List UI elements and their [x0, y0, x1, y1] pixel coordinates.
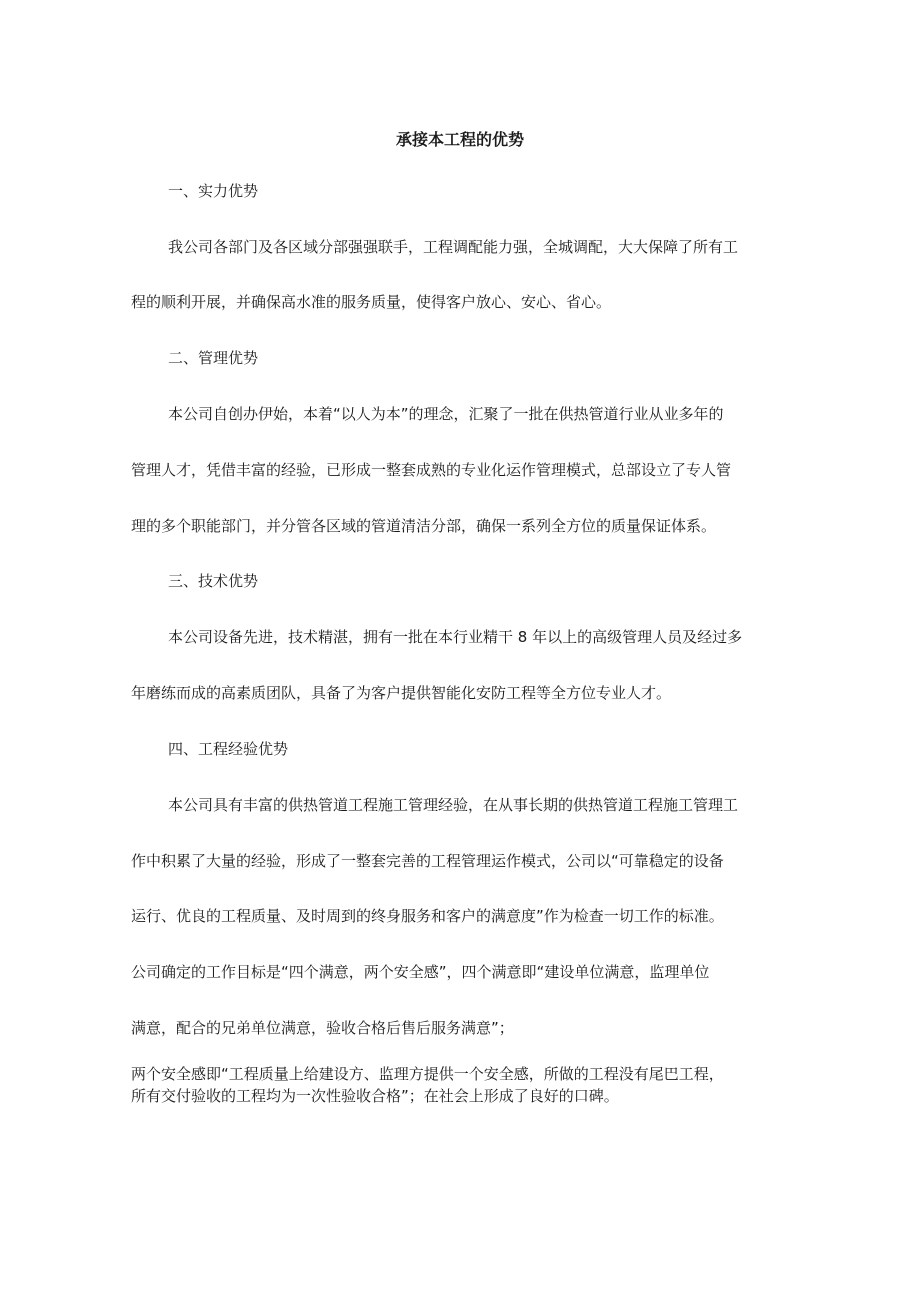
paragraph-line: 年磨练而成的高素质团队，具备了为客户提供智能化安防工程等全方位专业人才。 — [131, 684, 672, 702]
paragraph-line: 本公司自创办伊始，本着“以人为本”的理念，汇聚了一批在供热管道行业从业多年的 — [168, 405, 724, 423]
section-heading-technology: 三、技术优势 — [168, 572, 259, 590]
paragraph-line: 作中积累了大量的经验，形成了一整套完善的工程管理运作模式，公司以“可靠稳定的设备 — [131, 852, 724, 870]
paragraph-line: 满意，配合的兄弟单位满意，验收合格后售后服务满意”； — [131, 1019, 514, 1037]
paragraph-line: 本公司具有丰富的供热管道工程施工管理经验，在从事长期的供热管道工程施工管理工 — [168, 796, 739, 814]
paragraph-line: 程的顺利开展，并确保高水准的服务质量，使得客户放心、安心、省心。 — [131, 293, 612, 311]
paragraph-line: 我公司各部门及各区域分部强强联手，工程调配能力强，全城调配，大大保障了所有工 — [168, 238, 739, 256]
paragraph-line: 所有交付验收的工程均为一次性验收合格”；在社会上形成了良好的口碑。 — [131, 1087, 619, 1105]
paragraph-line: 两个安全感即“工程质量上给建设方、监理方提供一个安全感，所做的工程没有尾巴工程， — [131, 1065, 724, 1083]
section-heading-management: 二、管理优势 — [168, 349, 259, 367]
paragraph-line: 管理人才，凭借丰富的经验，已形成一整套成熟的专业化运作管理模式，总部设立了专人管 — [131, 461, 732, 479]
section-heading-strength: 一、实力优势 — [168, 182, 259, 200]
paragraph-line: 理的多个职能部门，并分管各区域的管道清洁分部，确保一系列全方位的质量保证体系。 — [131, 517, 717, 535]
paragraph-line: 本公司设备先进，技术精湛，拥有一批在本行业精干 8 年以上的高级管理人员及经过多 — [168, 628, 743, 646]
page-title: 承接本工程的优势 — [395, 130, 524, 149]
paragraph-line: 公司确定的工作目标是“四个满意，两个安全感”，四个满意即“建设单位满意，监理单位 — [131, 963, 710, 981]
section-heading-experience: 四、工程经验优势 — [168, 740, 289, 758]
paragraph-line: 运行、优良的工程质量、及时周到的终身服务和客户的满意度”作为检查一切工作的标准。 — [131, 907, 724, 925]
